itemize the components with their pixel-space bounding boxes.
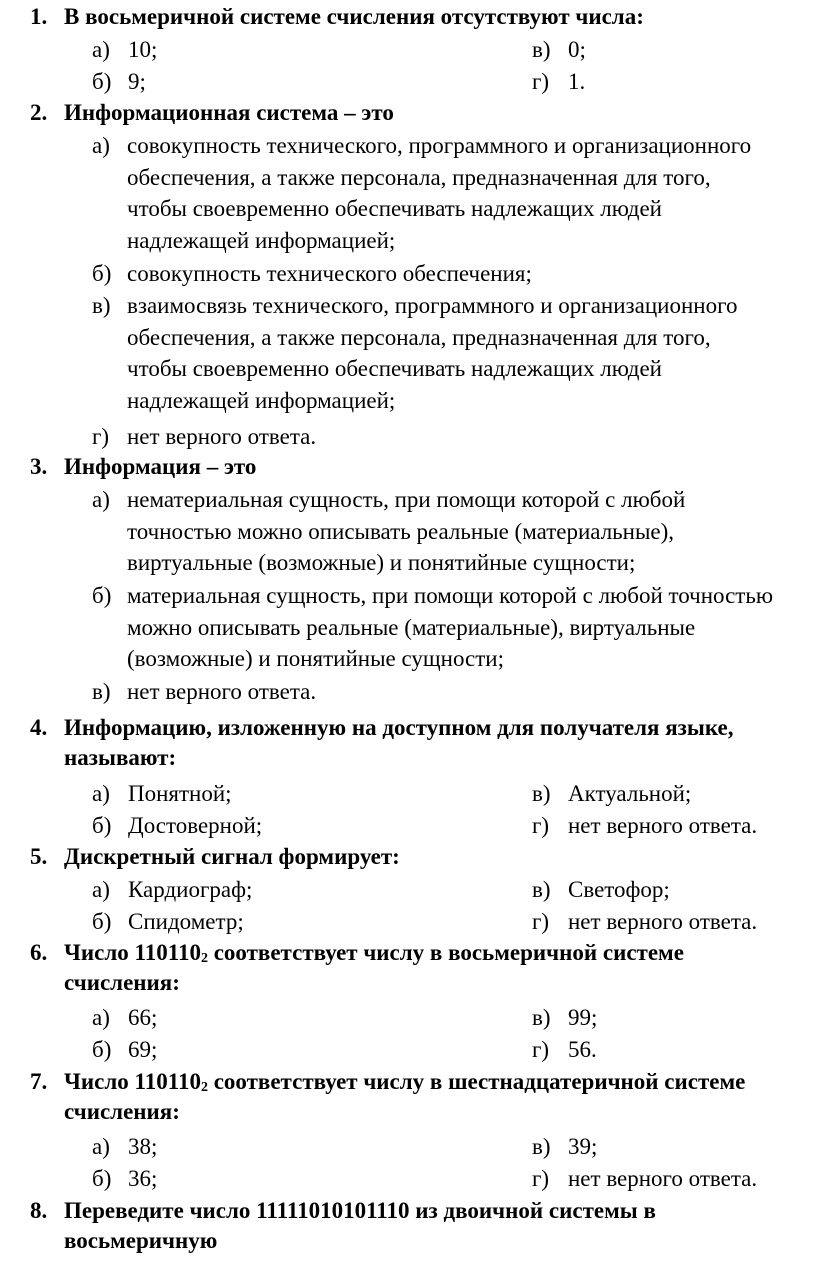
question-text: Информацию, изложенную на доступном для получателя языке, [64,715,734,740]
option-v: в) взаимосвязь технического, программного и организационного обеспечения, а также персонала, предназначенная для того, чтобы своевременно обеспечивать надлежащих людей надлежащей информацией; [92,293,738,413]
question-5 [30,842,816,872]
question-text: В восьмеричной системе счисления отсутствуют числа: [64,4,644,29]
option-v: в) Светофор; [532,877,670,902]
question-8: 8. Переведите число 11111010101110 из двоичной системы в восьмеричную [30,1198,656,1253]
question-number: 4. [30,715,48,740]
option-v: в) 0; [532,37,586,62]
option-a: а) 66; [92,1005,158,1030]
question-number: 7. [30,1069,48,1094]
option-b: б) совокупность технического обеспечения; [92,261,532,286]
option-a: а) 38; [92,1134,158,1159]
option-b: б) Достоверной; [92,813,263,838]
option-a: а) нематериальная сущность, при помощи которой с любой точностью можно описывать реальные (материальные), виртуальные (возможные) и понятийные сущности; [92,487,686,576]
question-2 [30,98,816,128]
question-text: Дискретный сигнал формирует: [64,844,400,869]
option-b: б) 9; [92,69,146,94]
question-text: Информация – это [64,454,257,479]
option-a: а) совокупность технического, программного и организационного обеспечения, а также персонала, предназначенная для того, чтобы своевременно обеспечивать надлежащих людей надлежащей информацией; [92,133,752,253]
option-a: а) Кардиограф; [92,877,253,902]
option-g: г) нет верного ответа. [532,813,758,838]
question-number: 8. [30,1198,48,1223]
question-7: 7. Число $110110_2$ соответствует числу в шестнадцатеричной системе счисления: [30,1069,746,1124]
option-v: в) 39; [532,1134,598,1159]
option-b: б) 36; [92,1166,158,1191]
option-a: а) Понятной; [92,781,232,806]
question-number: 1. [30,4,48,29]
question-3 [30,452,816,482]
option-b: б) Спидометр; [92,909,244,934]
base-subscript: 2 [200,951,208,966]
question-6: 6. Число $110110_2$ соответствует числу в восьмеричной системе счисления: [30,940,684,995]
option-v: в) Актуальной; [532,781,692,806]
option-g: г) 56. [532,1037,597,1062]
question-number: 3. [30,454,48,479]
option-g: г) нет верного ответа. [92,424,317,449]
option-v: в) 99; [532,1005,598,1030]
question-number: 2. [30,100,48,125]
question-4: 4. Информацию, изложенную на доступном для получателя языке, называют: [30,715,734,770]
option-a: а) 10; [92,37,158,62]
option-g: г) 1. [532,69,586,94]
question-number: 6. [30,940,48,965]
question-1 [30,2,816,32]
option-v: в) нет верного ответа. [92,679,317,704]
question-text: Информационная система – это [64,100,394,125]
option-b: б) 69; [92,1037,158,1062]
option-g: г) нет верного ответа. [532,909,758,934]
option-g: г) нет верного ответа. [532,1166,758,1191]
base-subscript: 2 [200,1080,208,1095]
question-text: Переведите число 11111010101110 из двоичной системы в [64,1198,656,1223]
option-b: б) материальная сущность, при помощи которой с любой точностью можно описывать реальные (материальные), виртуальные (возможные) и понятийные сущности; [92,583,774,672]
question-number: 5. [30,844,48,869]
